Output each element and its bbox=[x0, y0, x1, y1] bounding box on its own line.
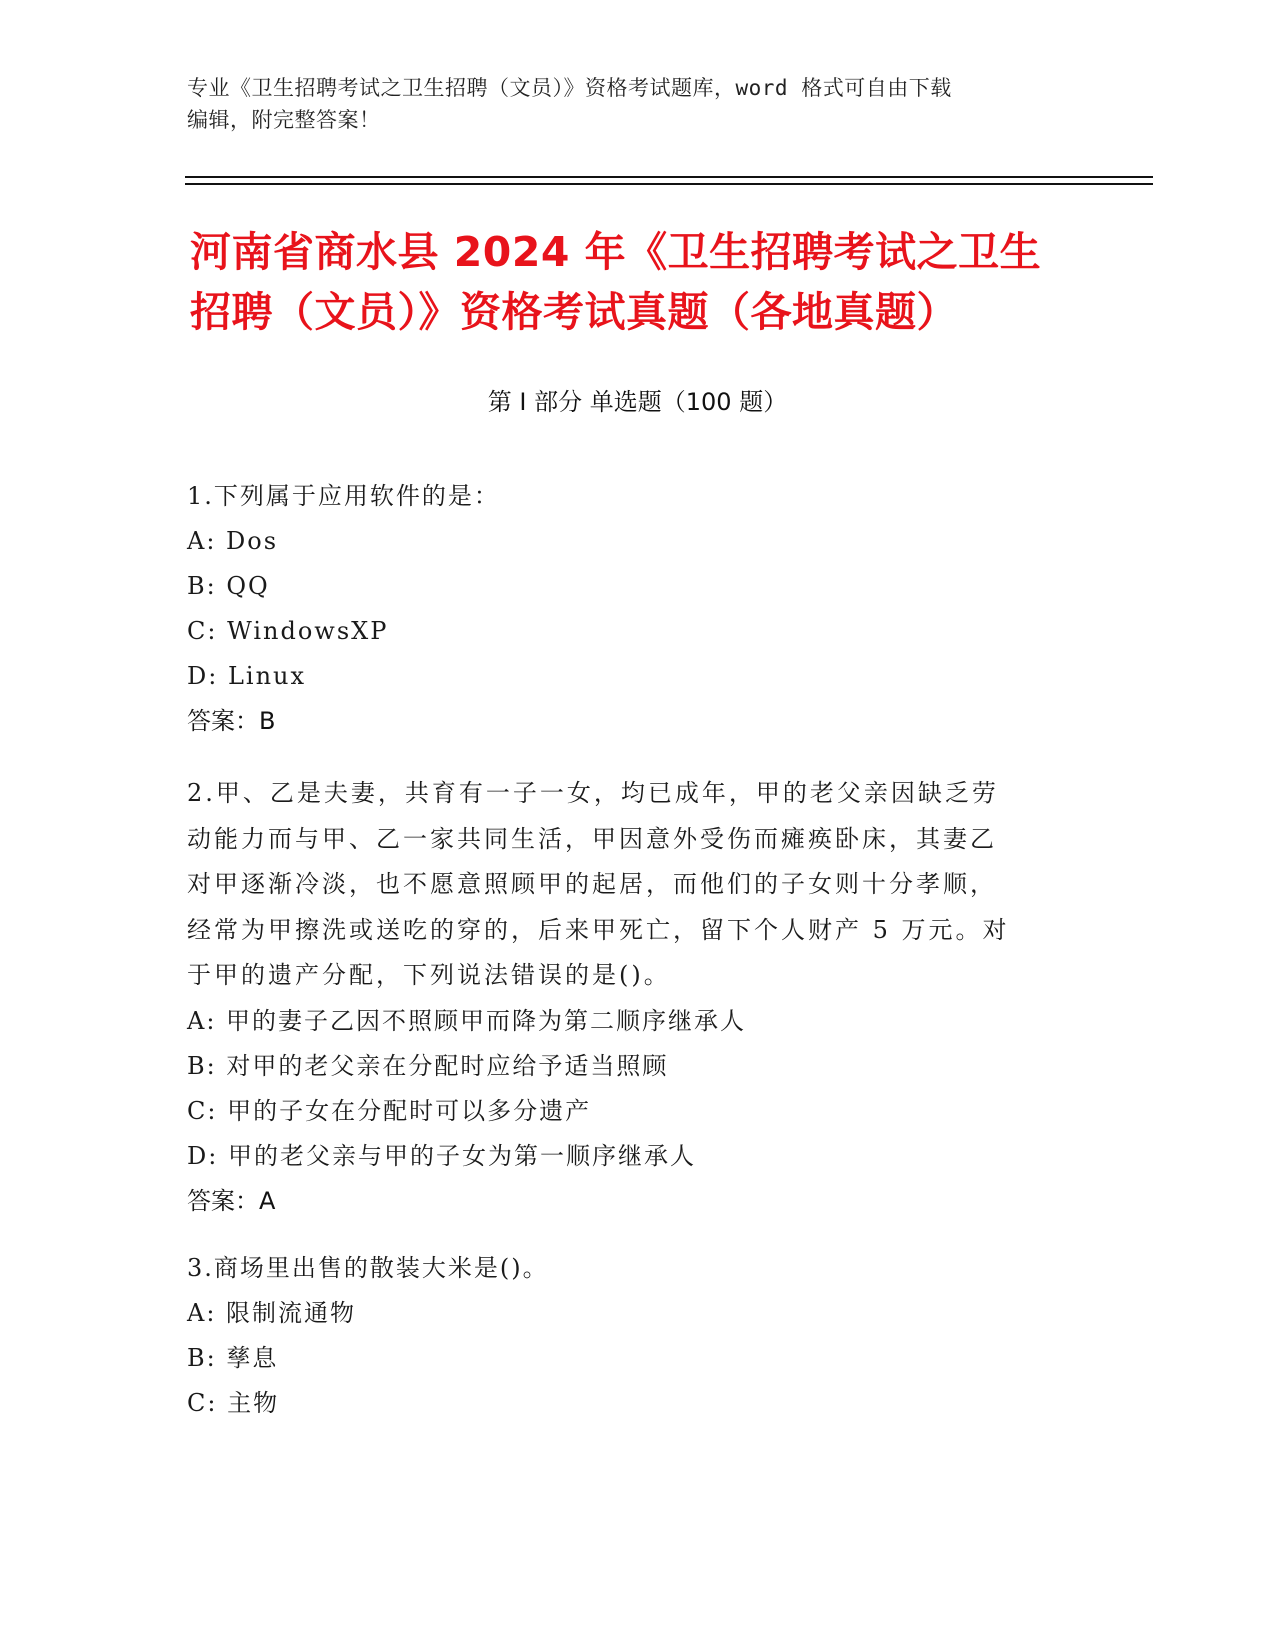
option-a: A: 甲的妻子乙因不照顾甲而降为第二顺序继承人 bbox=[187, 1006, 747, 1035]
document-title-line: 河南省商水县 2024 年《卫生招聘考试之卫生 bbox=[190, 228, 1042, 276]
option-b: B: 孳息 bbox=[187, 1344, 279, 1372]
option-c: C: WindowsXP bbox=[187, 617, 389, 645]
question-stem: 1.下列属于应用软件的是： bbox=[187, 482, 500, 510]
question-3 bbox=[187, 1246, 549, 1426]
option-d: D: Linux bbox=[187, 662, 307, 690]
document-title bbox=[190, 222, 1090, 342]
question-stem-line: 2.甲、乙是夫妻，共育有一子一女，均已成年，甲的老父亲因缺乏劳 bbox=[187, 779, 999, 807]
header-note-line: 专业《卫生招聘考试之卫生招聘（文员）》资格考试题库，word 格式可自由下载 bbox=[187, 76, 952, 100]
option-b: B: 对甲的老父亲在分配时应给予适当照顾 bbox=[187, 1051, 669, 1080]
question-stem-line: 经常为甲擦洗或送吃的穿的，后来甲死亡，留下个人财产 5 万元。对 bbox=[187, 915, 1010, 944]
question-stem-line: 于甲的遗产分配，下列说法错误的是()。 bbox=[187, 961, 671, 989]
question-2 bbox=[187, 771, 1010, 1224]
section-heading: 第 I 部分 单选题（100 题） bbox=[487, 388, 788, 416]
option-c: C: 甲的子女在分配时可以多分遗产 bbox=[187, 1096, 592, 1125]
question-stem: 3.商场里出售的散装大米是()。 bbox=[187, 1254, 549, 1282]
header-note-line: 编辑，附完整答案！ bbox=[187, 108, 381, 132]
option-c: C: 主物 bbox=[187, 1389, 280, 1417]
option-a: A: Dos bbox=[187, 527, 279, 555]
option-a: A: 限制流通物 bbox=[187, 1299, 357, 1327]
header-divider-bottom bbox=[185, 183, 1153, 185]
question-stem-line: 对甲逐渐冷淡，也不愿意照顾甲的起居，而他们的子女则十分孝顺， bbox=[187, 870, 997, 898]
answer-line: 答案：A bbox=[187, 1186, 276, 1215]
question-stem-line: 动能力而与甲、乙一家共同生活，甲因意外受伤而瘫痪卧床，其妻乙 bbox=[187, 824, 997, 853]
question-1 bbox=[187, 474, 500, 744]
header-divider-top bbox=[185, 176, 1153, 178]
answer-line: 答案：B bbox=[187, 707, 276, 735]
document-title-line: 招聘（文员）》资格考试真题（各地真题） bbox=[190, 288, 958, 336]
header-note bbox=[187, 72, 1067, 136]
option-b: B: QQ bbox=[187, 572, 270, 600]
option-d: D: 甲的老父亲与甲的子女为第一顺序继承人 bbox=[187, 1141, 696, 1170]
